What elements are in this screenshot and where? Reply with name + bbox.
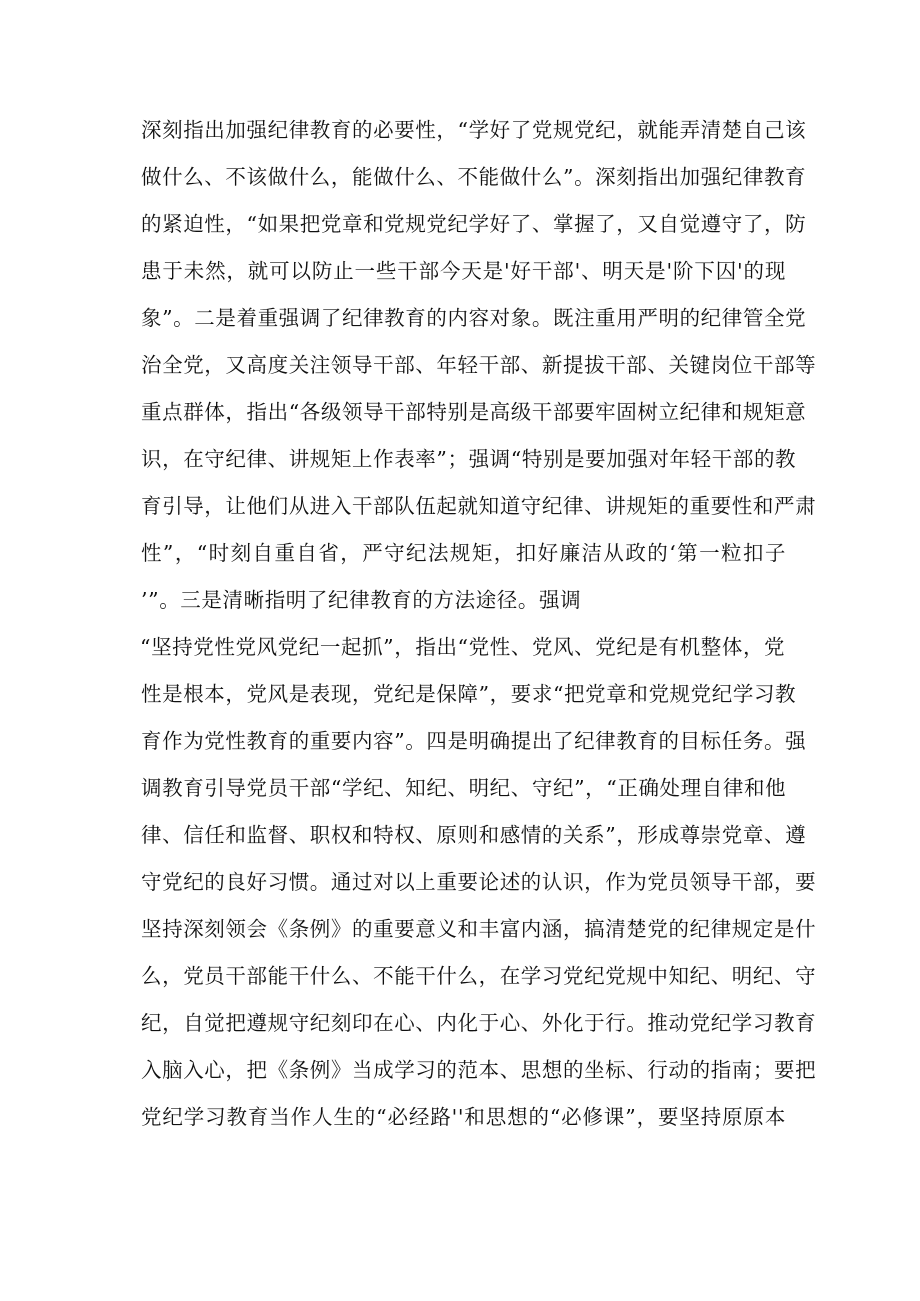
body-text-line: 深刻指出加强纪律教育的必要性，“学好了党规党纪，就能弄清楚自己该 — [141, 118, 807, 142]
body-text-line: 象”。二是着重强调了纪律教育的内容对象。既注重用严明的纪律管全党 — [141, 306, 807, 330]
body-text-line: 性是根本，党风是表现，党纪是保障”，要求“把党章和党规党纪学习教 — [141, 682, 797, 706]
body-text-line: 守党纪的良好习惯。通过对以上重要论述的认识，作为党员领导干部，要 — [141, 870, 817, 894]
body-text-line: 识，在守纪律、讲规矩上作表率”；强调“特别是要加强对年轻干部的教 — [141, 447, 797, 471]
body-text-line: ’”。三是清晰指明了纪律教育的方法途径。强调 — [141, 588, 582, 612]
body-text-line: 育作为党性教育的重要内容”。四是明确提出了纪律教育的目标任务。强 — [141, 729, 807, 753]
body-text-line: 重点群体，指出“各级领导干部特别是高级干部要牢固树立纪律和规矩意 — [141, 400, 807, 424]
body-text-line: 纪，自觉把遵规守纪刻印在心、内化于心、外化于行。推动党纪学习教育 — [141, 1011, 817, 1035]
body-text-line: 么，党员干部能干什么、不能干什么，在学习党纪党规中知纪、明纪、守 — [141, 964, 817, 988]
body-text-line: 坚持深刻领会《条例》的重要意义和丰富内涵，搞清楚党的纪律规定是什 — [141, 917, 817, 941]
body-text-line: 调教育引导党员干部“学纪、知纪、明纪、守纪”，“正确处理自律和他 — [141, 776, 787, 800]
body-text-line: 律、信任和监督、职权和特权、原则和感情的关系”，形成尊崇党章、遵 — [141, 823, 807, 847]
body-text-line: “坚持党性党风党纪一起抓”，指出“党性、党风、党纪是有机整体，党 — [140, 635, 786, 659]
body-text-line: 入脑入心，把《条例》当成学习的范本、思想的坐标、行动的指南；要把 — [141, 1058, 817, 1082]
body-text-line: 育引导，让他们从进入干部队伍起就知道守纪律、讲规矩的重要性和严肃 — [141, 494, 817, 518]
body-text-line: 做什么、不该做什么，能做什么、不能做什么”。深刻指出加强纪律教育 — [141, 165, 807, 189]
body-text-line: 性”，“时刻自重自省，严守纪法规矩，扣好廉洁从政的‘第一粒扣子 — [141, 541, 786, 565]
body-text-line: 患于未然，就可以防止一些干部今天是'好干部'、明天是'阶下囚'的现 — [141, 259, 786, 283]
body-text-line: 党纪学习教育当作人生的“必经路''和思想的“必修课”，要坚持原原本 — [141, 1105, 786, 1129]
body-text-line: 的紧迫性，“如果把党章和党规党纪学好了、掌握了，又自觉遵守了，防 — [141, 212, 807, 236]
body-text-line: 治全党，又高度关注领导干部、年轻干部、新提拔干部、关键岗位干部等 — [141, 353, 817, 377]
